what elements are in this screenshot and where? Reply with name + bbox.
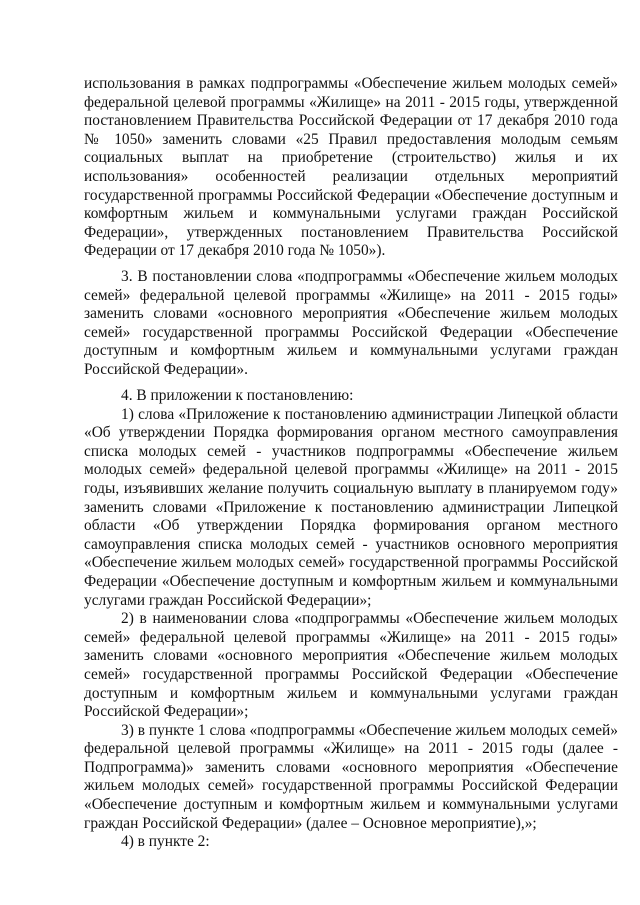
item-4-heading: 4. В приложении к постановлению: xyxy=(121,387,354,404)
paragraph-text: 3. В постановлении слова «подпрограммы «Обеспечение жильем молодых семей» федеральной целевой программы «Жилище» на 2011 - 2015 годы» заменить словами «основного мероприятия «Обеспечение жильем молодых семей» государственной программы Российской Федерации «Обеспечение доступным и комфортным жильем и коммунальными услугами граждан Российской Федерации». xyxy=(84,268,618,378)
item-3-paragraph xyxy=(84,268,618,380)
subitem-2: 2) в наименовании слова «подпрограммы «Обеспечение жильем молодых семей» федеральной целевой программы «Жилище» на 2011 - 2015 годы» заменить словами «основного мероприятия «Обеспечение жильем молодых семей» государственной программы Российской Федерации «Обеспечение доступным и комфортным жильем и коммунальными услугами граждан Российской Федерации»; xyxy=(84,610,618,721)
subitem-3: 3) в пункте 1 слова «подпрограммы «Обеспечение жильем молодых семей» федеральной целевой программы «Жилище» на 2011 - 2015 годы (далее - Подпрограмма)» заменить словами «основного мероприятия «Обеспечение жильем молодых семей» государственной программы Российской Федерации «Обеспечение доступным и комфортным жильем и коммунальными услугами граждан Российской Федерации» (далее – Основное мероприятие),»; xyxy=(84,721,618,832)
continuation-paragraph xyxy=(84,75,618,261)
subitem-1: 1) слова «Приложение к постановлению администрации Липецкой области «Об утверждении Порядка формирования органом местного самоуправления списка молодых семей - участников подпрограммы «Обеспечение жильем молодых семей» федеральной целевой программы «Жилище» на 2011 - 2015 годы, изъявивших желание получить социальную выплату в планируемом году» заменить словами «Приложение к постановлению администрации Липецкой области «Об утверждении Порядка формирования органом местного самоуправления списка молодых семей - участников основного мероприятия «Обеспечение жильем молодых семей» государственной программы Российской Федерации «Обеспечение доступным и комфортным жильем и коммунальными услугами граждан Российской Федерации»; xyxy=(84,405,618,609)
subitem-4: 4) в пункте 2: xyxy=(121,833,210,851)
item-4-section xyxy=(84,387,618,852)
paragraph-text: использования в рамках подпрограммы «Обеспечение жильем молодых семей» федеральной целевой программы «Жилище» на 2011 - 2015 годы, утвержденной постановлением Правительства Российской Федерации от 17 декабря 2010 года № 1050» заменить словами «25 Правил предоставления молодым семьям социальных выплат на приобретение (строительство) жилья и их использования» особенностей реализации отдельных мероприятий государственной программы Российской Федерации «Обеспечение доступным и комфортным жильем и коммунальными услугами граждан Российской Федерации», утвержденных постановлением Правительства Российской Федерации от 17 декабря 2010 года № 1050»). xyxy=(84,75,618,260)
